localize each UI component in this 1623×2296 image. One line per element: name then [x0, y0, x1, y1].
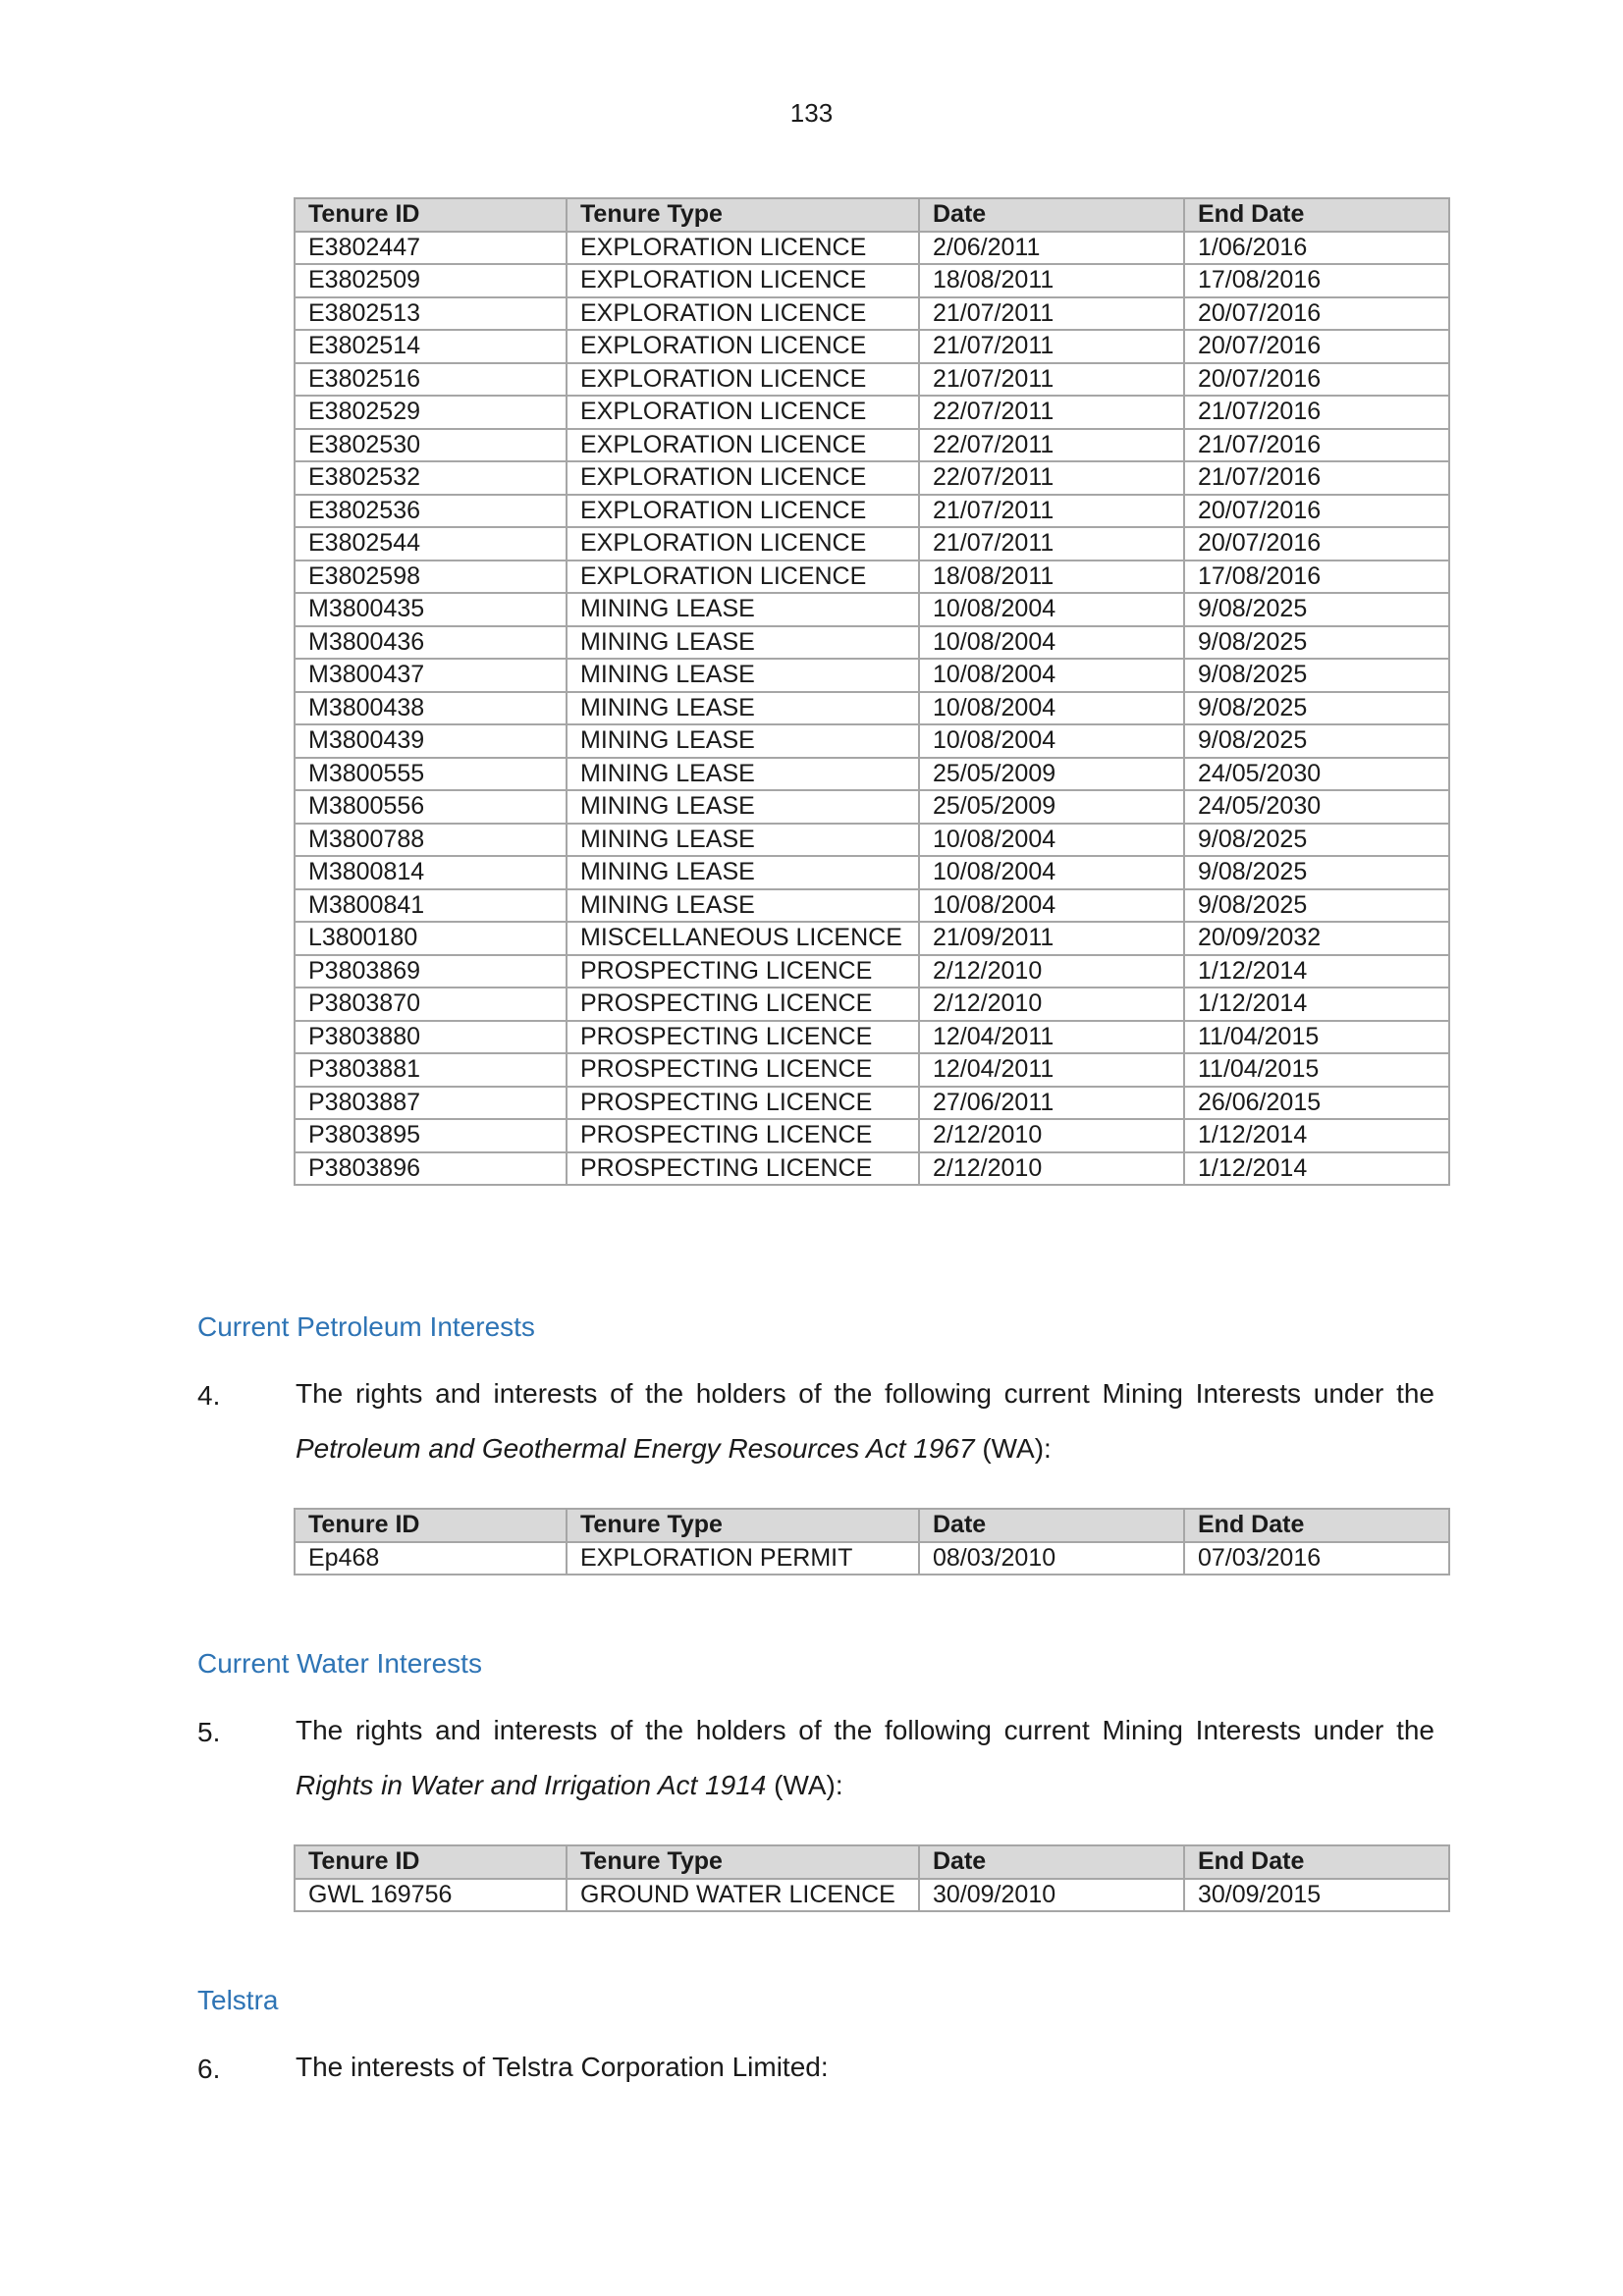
cell-tenure-type: PROSPECTING LICENCE: [567, 988, 919, 1021]
cell-tenure-id: P3803887: [295, 1087, 567, 1120]
cell-date: 22/07/2011: [919, 461, 1184, 495]
cell-end-date: 9/08/2025: [1184, 692, 1449, 725]
cell-date: 08/03/2010: [919, 1542, 1184, 1575]
table-row: [295, 1542, 1449, 1575]
table-row: [295, 396, 1449, 429]
cell-tenure-type: MISCELLANEOUS LICENCE: [567, 922, 919, 955]
cell-end-date: 9/08/2025: [1184, 593, 1449, 626]
cell-end-date: 17/08/2016: [1184, 264, 1449, 297]
cell-date: 21/07/2011: [919, 495, 1184, 528]
table-row: [295, 824, 1449, 857]
cell-tenure-type: MINING LEASE: [567, 889, 919, 923]
table-row: [295, 1087, 1449, 1120]
header-tenure-id: Tenure ID: [295, 198, 567, 232]
water-tenure-table: [294, 1844, 1450, 1912]
cell-end-date: 1/12/2014: [1184, 1152, 1449, 1186]
cell-date: 10/08/2004: [919, 724, 1184, 758]
cell-date: 22/07/2011: [919, 429, 1184, 462]
cell-date: 10/08/2004: [919, 692, 1184, 725]
header-tenure-type: Tenure Type: [567, 1845, 919, 1879]
cell-end-date: 1/12/2014: [1184, 955, 1449, 988]
cell-tenure-type: EXPLORATION LICENCE: [567, 495, 919, 528]
table-row: [295, 297, 1449, 331]
cell-date: 10/08/2004: [919, 856, 1184, 889]
cell-tenure-type: EXPLORATION LICENCE: [567, 330, 919, 363]
water-paragraph-act-line: [296, 1758, 1434, 1813]
cell-tenure-id: E3802529: [295, 396, 567, 429]
cell-tenure-id: E3802447: [295, 232, 567, 265]
header-date: Date: [919, 1509, 1184, 1542]
cell-tenure-id: M3800841: [295, 889, 567, 923]
cell-end-date: 9/08/2025: [1184, 659, 1449, 692]
cell-end-date: 21/07/2016: [1184, 461, 1449, 495]
petroleum-act-name: Petroleum and Geothermal Energy Resources Act 1967: [296, 1433, 975, 1464]
cell-tenure-id: E3802514: [295, 330, 567, 363]
petroleum-heading: Current Petroleum Interests: [197, 1311, 535, 1342]
cell-end-date: 20/07/2016: [1184, 330, 1449, 363]
cell-end-date: 9/08/2025: [1184, 724, 1449, 758]
table-row: [295, 527, 1449, 561]
table-row: [295, 955, 1449, 988]
table-row: [295, 758, 1449, 791]
cell-date: 12/04/2011: [919, 1053, 1184, 1087]
cell-tenure-id: M3800814: [295, 856, 567, 889]
table-header-row: [295, 1845, 1449, 1879]
cell-tenure-id: M3800788: [295, 824, 567, 857]
cell-tenure-type: PROSPECTING LICENCE: [567, 1152, 919, 1186]
header-tenure-id: Tenure ID: [295, 1509, 567, 1542]
cell-tenure-type: MINING LEASE: [567, 856, 919, 889]
table-row: [295, 495, 1449, 528]
cell-date: 10/08/2004: [919, 824, 1184, 857]
petroleum-tenure-table: [294, 1508, 1450, 1575]
cell-date: 21/07/2011: [919, 527, 1184, 561]
table-row: [295, 1053, 1449, 1087]
cell-tenure-id: E3802513: [295, 297, 567, 331]
cell-tenure-type: PROSPECTING LICENCE: [567, 955, 919, 988]
cell-tenure-type: EXPLORATION LICENCE: [567, 396, 919, 429]
table-row: [295, 330, 1449, 363]
cell-tenure-id: E3802532: [295, 461, 567, 495]
header-date: Date: [919, 1845, 1184, 1879]
water-paragraph: [296, 1703, 1434, 1813]
cell-tenure-type: PROSPECTING LICENCE: [567, 1053, 919, 1087]
cell-tenure-id: E3802536: [295, 495, 567, 528]
cell-tenure-id: E3802509: [295, 264, 567, 297]
cell-tenure-type: EXPLORATION LICENCE: [567, 363, 919, 397]
header-date: Date: [919, 198, 1184, 232]
cell-tenure-id: P3803880: [295, 1021, 567, 1054]
cell-tenure-type: PROSPECTING LICENCE: [567, 1021, 919, 1054]
table-row: [295, 1119, 1449, 1152]
cell-date: 10/08/2004: [919, 889, 1184, 923]
table-row: [295, 626, 1449, 660]
cell-tenure-id: M3800438: [295, 692, 567, 725]
cell-end-date: 07/03/2016: [1184, 1542, 1449, 1575]
cell-tenure-type: EXPLORATION LICENCE: [567, 461, 919, 495]
table-row: [295, 1021, 1449, 1054]
cell-end-date: 9/08/2025: [1184, 856, 1449, 889]
cell-tenure-type: MINING LEASE: [567, 790, 919, 824]
cell-tenure-type: MINING LEASE: [567, 626, 919, 660]
table-row: [295, 232, 1449, 265]
cell-tenure-type: EXPLORATION LICENCE: [567, 232, 919, 265]
cell-date: 10/08/2004: [919, 626, 1184, 660]
cell-date: 25/05/2009: [919, 758, 1184, 791]
cell-end-date: 11/04/2015: [1184, 1053, 1449, 1087]
cell-end-date: 20/07/2016: [1184, 495, 1449, 528]
cell-tenure-type: EXPLORATION LICENCE: [567, 561, 919, 594]
cell-tenure-type: PROSPECTING LICENCE: [567, 1119, 919, 1152]
cell-tenure-id: P3803896: [295, 1152, 567, 1186]
cell-tenure-id: M3800435: [295, 593, 567, 626]
cell-end-date: 9/08/2025: [1184, 889, 1449, 923]
cell-tenure-type: EXPLORATION LICENCE: [567, 429, 919, 462]
page-number: 133: [789, 98, 834, 128]
cell-end-date: 9/08/2025: [1184, 626, 1449, 660]
table-row: [295, 264, 1449, 297]
cell-date: 30/09/2010: [919, 1879, 1184, 1912]
table-row: [295, 856, 1449, 889]
table-row: [295, 692, 1449, 725]
mining-tenure-table: [294, 197, 1450, 1186]
cell-date: 2/12/2010: [919, 1152, 1184, 1186]
cell-tenure-id: M3800439: [295, 724, 567, 758]
cell-tenure-id: M3800556: [295, 790, 567, 824]
cell-date: 18/08/2011: [919, 561, 1184, 594]
cell-end-date: 20/07/2016: [1184, 297, 1449, 331]
cell-date: 2/06/2011: [919, 232, 1184, 265]
cell-tenure-type: EXPLORATION LICENCE: [567, 527, 919, 561]
cell-date: 12/04/2011: [919, 1021, 1184, 1054]
table-row: [295, 1152, 1449, 1186]
cell-end-date: 24/05/2030: [1184, 790, 1449, 824]
cell-tenure-id: M3800436: [295, 626, 567, 660]
cell-tenure-id: P3803870: [295, 988, 567, 1021]
cell-end-date: 11/04/2015: [1184, 1021, 1449, 1054]
table-row: [295, 922, 1449, 955]
header-tenure-type: Tenure Type: [567, 198, 919, 232]
cell-tenure-id: E3802516: [295, 363, 567, 397]
table-header-row: [295, 198, 1449, 232]
table-row: [295, 988, 1449, 1021]
cell-end-date: 1/12/2014: [1184, 988, 1449, 1021]
telstra-paragraph: The interests of Telstra Corporation Limited:: [296, 2052, 829, 2082]
table-row: [295, 561, 1449, 594]
table-row: [295, 659, 1449, 692]
table-row: [295, 889, 1449, 923]
table-row: [295, 429, 1449, 462]
cell-date: 2/12/2010: [919, 1119, 1184, 1152]
cell-date: 2/12/2010: [919, 988, 1184, 1021]
cell-date: 21/07/2011: [919, 363, 1184, 397]
header-end-date: End Date: [1184, 1509, 1449, 1542]
cell-date: 2/12/2010: [919, 955, 1184, 988]
cell-end-date: 30/09/2015: [1184, 1879, 1449, 1912]
cell-tenure-id: P3803895: [295, 1119, 567, 1152]
cell-end-date: 17/08/2016: [1184, 561, 1449, 594]
cell-tenure-type: MINING LEASE: [567, 724, 919, 758]
cell-tenure-id: E3802530: [295, 429, 567, 462]
cell-tenure-type: EXPLORATION LICENCE: [567, 264, 919, 297]
cell-tenure-id: M3800437: [295, 659, 567, 692]
cell-date: 10/08/2004: [919, 659, 1184, 692]
water-heading: Current Water Interests: [197, 1648, 482, 1679]
water-paragraph-line: The rights and interests of the holders of the following current Mining Interests under the: [296, 1715, 1434, 1745]
cell-date: 10/08/2004: [919, 593, 1184, 626]
header-end-date: End Date: [1184, 1845, 1449, 1879]
cell-tenure-id: P3803881: [295, 1053, 567, 1087]
cell-end-date: 9/08/2025: [1184, 824, 1449, 857]
table-header-row: [295, 1509, 1449, 1542]
cell-date: 21/07/2011: [919, 330, 1184, 363]
cell-date: 18/08/2011: [919, 264, 1184, 297]
header-tenure-id: Tenure ID: [295, 1845, 567, 1879]
cell-tenure-type: MINING LEASE: [567, 659, 919, 692]
cell-end-date: 1/12/2014: [1184, 1119, 1449, 1152]
cell-end-date: 21/07/2016: [1184, 396, 1449, 429]
cell-tenure-type: EXPLORATION LICENCE: [567, 297, 919, 331]
petroleum-act-suffix: (WA):: [974, 1433, 1052, 1464]
cell-end-date: 1/06/2016: [1184, 232, 1449, 265]
cell-date: 21/09/2011: [919, 922, 1184, 955]
petroleum-paragraph-number: 4.: [197, 1380, 221, 1411]
header-end-date: End Date: [1184, 198, 1449, 232]
cell-tenure-id: E3802544: [295, 527, 567, 561]
cell-tenure-type: MINING LEASE: [567, 824, 919, 857]
cell-tenure-id: E3802598: [295, 561, 567, 594]
table-row: [295, 593, 1449, 626]
cell-tenure-type: MINING LEASE: [567, 692, 919, 725]
water-act-name: Rights in Water and Irrigation Act 1914: [296, 1770, 767, 1800]
cell-end-date: 21/07/2016: [1184, 429, 1449, 462]
petroleum-paragraph-line: The rights and interests of the holders of the following current Mining Interests under the: [296, 1378, 1434, 1409]
table-row: [295, 1879, 1449, 1912]
cell-tenure-type: GROUND WATER LICENCE: [567, 1879, 919, 1912]
cell-tenure-type: MINING LEASE: [567, 593, 919, 626]
cell-date: 21/07/2011: [919, 297, 1184, 331]
telstra-heading: Telstra: [197, 1985, 279, 2015]
cell-end-date: 20/07/2016: [1184, 363, 1449, 397]
cell-date: 27/06/2011: [919, 1087, 1184, 1120]
cell-end-date: 26/06/2015: [1184, 1087, 1449, 1120]
table-row: [295, 790, 1449, 824]
cell-tenure-type: PROSPECTING LICENCE: [567, 1087, 919, 1120]
cell-tenure-id: M3800555: [295, 758, 567, 791]
cell-tenure-id: GWL 169756: [295, 1879, 567, 1912]
cell-date: 25/05/2009: [919, 790, 1184, 824]
table-row: [295, 461, 1449, 495]
cell-end-date: 20/09/2032: [1184, 922, 1449, 955]
cell-end-date: 20/07/2016: [1184, 527, 1449, 561]
cell-tenure-type: EXPLORATION PERMIT: [567, 1542, 919, 1575]
cell-tenure-id: P3803869: [295, 955, 567, 988]
cell-tenure-type: MINING LEASE: [567, 758, 919, 791]
telstra-paragraph-number: 6.: [197, 2054, 221, 2084]
table-row: [295, 724, 1449, 758]
petroleum-paragraph-act-line: [296, 1421, 1434, 1476]
cell-tenure-id: Ep468: [295, 1542, 567, 1575]
cell-end-date: 24/05/2030: [1184, 758, 1449, 791]
petroleum-paragraph: [296, 1366, 1434, 1476]
cell-tenure-id: L3800180: [295, 922, 567, 955]
cell-date: 22/07/2011: [919, 396, 1184, 429]
table-row: [295, 363, 1449, 397]
water-paragraph-number: 5.: [197, 1717, 221, 1747]
water-act-suffix: (WA):: [766, 1770, 843, 1800]
header-tenure-type: Tenure Type: [567, 1509, 919, 1542]
